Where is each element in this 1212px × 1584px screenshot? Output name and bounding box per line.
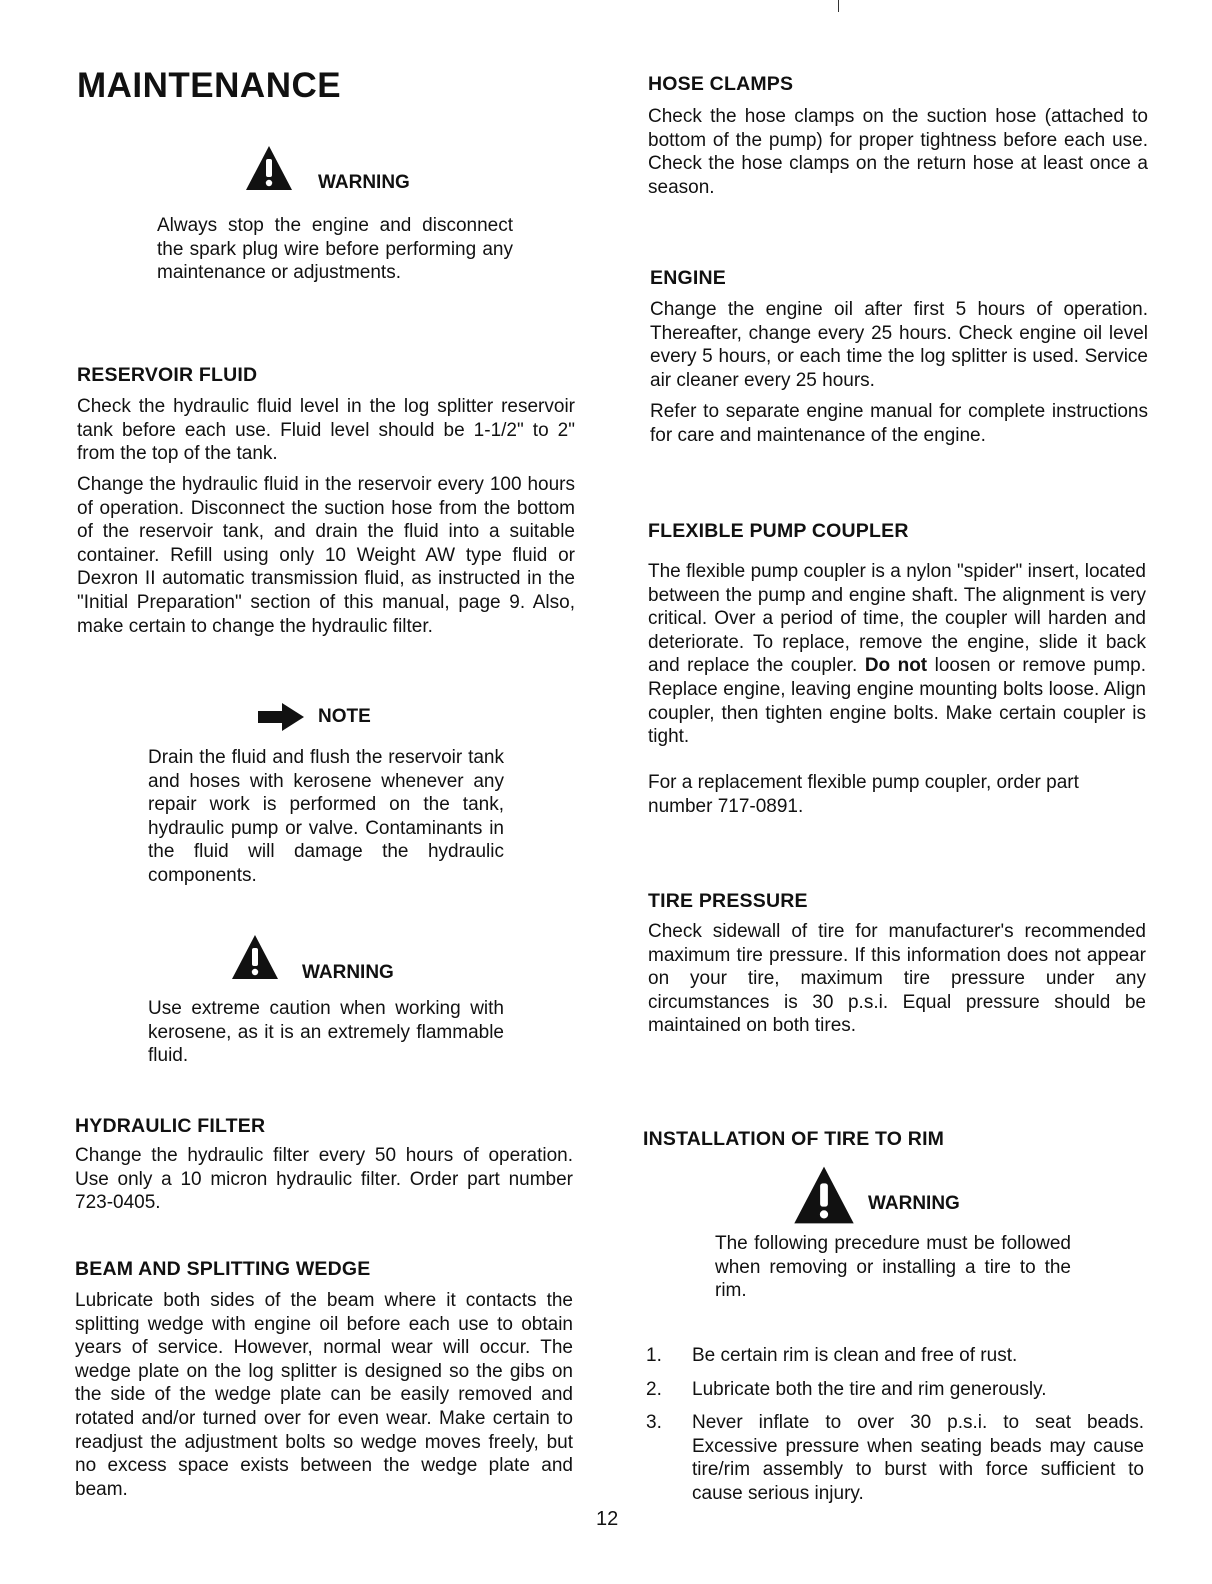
step-text: Never inflate to over 30 p.s.i. to seat beads. Excessive pressure when seating beads may cause tire/rim assembly to burst with force sufficient to cause serious injury.: [692, 1412, 1144, 1504]
page-number: 12: [596, 1508, 619, 1530]
pump-coupler-order: For a replacement flexible pump coupler, order part number 717-0891.: [648, 772, 1079, 817]
beam-wedge-text: Lubricate both sides of the beam where it contacts the splitting wedge with engine oil before each use to obtain years of service. However, normal wear will occur. The wedge plate on the log splitter is designed so the gibs on the side of the wedge plate can be easily removed and rotated and/or turned over for even wear. Make certain to readjust the adjustment bolts so wedge moves freely, but no excess space exists between the wedge plate and beam.: [75, 1290, 573, 1500]
reservoir-fluid-p2: Change the hydraulic fluid in the reservoir every 100 hours of operation. Disconnect the suction hose from the bottom of the reservoir tank, and drain the fluid into a suitable container. Refill using only 10 Weight AW type fluid or Dexron II automatic transmission fluid, as instructed in the "Initial Preparation" section of this manual, page 9. Also, make certain to change the hydraulic filter.: [77, 474, 575, 637]
engine-p2: Refer to separate engine manual for complete instructions for care and maintenance of the engine.: [650, 401, 1148, 446]
hose-clamps-heading: HOSE CLAMPS: [648, 73, 794, 95]
list-item: [646, 1378, 1144, 1402]
warning-3-header: [793, 1165, 855, 1230]
note-arrow-icon: [258, 703, 304, 731]
warning-2-header: [231, 934, 279, 985]
warning-1-label: WARNING: [318, 172, 410, 193]
tire-install-steps: [646, 1344, 1144, 1516]
tire-pressure-text: Check sidewall of tire for manufacturer's recommended maximum tire pressure. If this information does not appear on your tire, maximum tire pressure under any circumstances is 30 p.s.i. Equal pressure should be maintained on both tires.: [648, 921, 1146, 1037]
warning-1-text: Always stop the engine and disconnect the spark plug wire before performing any maintenance or adjustments.: [157, 215, 513, 284]
page-title: MAINTENANCE: [77, 66, 342, 105]
step-number: 2.: [646, 1378, 662, 1400]
note-text: Drain the fluid and flush the reservoir tank and hoses with kerosene whenever any repair work is performed on the tank, hydraulic pump or valve. Contaminants in the fluid will damage the hydraulic components.: [148, 747, 504, 886]
warning-2-text: Use extreme caution when working with kerosene, as it is an extremely flammable fluid.: [148, 998, 504, 1067]
scan-mark: [838, 0, 839, 12]
warning-2-label: WARNING: [302, 962, 394, 983]
pump-coupler-do-not: Do not: [864, 655, 928, 677]
pump-coupler-text: [648, 560, 1146, 749]
tire-pressure-heading: TIRE PRESSURE: [648, 890, 808, 912]
note-label: NOTE: [318, 706, 371, 727]
reservoir-fluid-heading: RESERVOIR FLUID: [77, 364, 258, 386]
step-text: Lubricate both the tire and rim generously.: [692, 1378, 1047, 1400]
warning-1-header: [245, 145, 293, 196]
note-header: [258, 703, 304, 736]
pump-coupler-text-a: The flexible pump coupler is a nylon "spider" insert, located between the pump and engine shaft. The alignment is very critical. Over a period of time, the coupler will harden and deteriorate. To replace, remove the engine, slide it back and replace the coupler.: [648, 561, 1146, 677]
engine-p1: Change the engine oil after first 5 hours of operation. Thereafter, change every 25 hours. Check engine oil level every 5 hours, or each time the log splitter is used. Service air cleaner every 25 hours.: [650, 299, 1148, 391]
pump-coupler-heading: FLEXIBLE PUMP COUPLER: [648, 520, 909, 542]
warning-triangle-icon: [793, 1165, 855, 1225]
reservoir-fluid-p1: Check the hydraulic fluid level in the log splitter reservoir tank before each use. Fluid level should be 1-1/2" to 2" from the top of the tank.: [77, 396, 575, 465]
tire-install-heading: INSTALLATION OF TIRE TO RIM: [643, 1128, 945, 1150]
engine-heading: ENGINE: [650, 267, 726, 289]
list-item: [646, 1411, 1144, 1505]
step-number: 3.: [646, 1412, 662, 1434]
beam-wedge-heading: BEAM AND SPLITTING WEDGE: [75, 1258, 371, 1280]
list-item: [646, 1344, 1144, 1368]
hydraulic-filter-heading: HYDRAULIC FILTER: [75, 1115, 266, 1137]
hydraulic-filter-text: Change the hydraulic filter every 50 hours of operation. Use only a 10 micron hydraulic filter. Order part number 723-0405.: [75, 1145, 573, 1214]
hose-clamps-text: Check the hose clamps on the suction hose (attached to bottom of the pump) for proper tightness before each use. Check the hose clamps on the return hose at least once a season.: [648, 106, 1148, 198]
pump-coupler-text-b: loosen or remove pump. Replace engine, leaving engine mounting bolts loose. Align coupler, then tighten engine bolts. Make certain coupler is tight.: [648, 655, 1147, 748]
warning-3-text: The following precedure must be followed when removing or installing a tire to the rim.: [715, 1233, 1071, 1302]
warning-triangle-icon: [245, 145, 293, 191]
step-text: Be certain rim is clean and free of rust.: [692, 1345, 1018, 1366]
warning-triangle-icon: [231, 934, 279, 980]
step-number: 1.: [646, 1345, 662, 1366]
warning-3-label: WARNING: [868, 1193, 960, 1214]
